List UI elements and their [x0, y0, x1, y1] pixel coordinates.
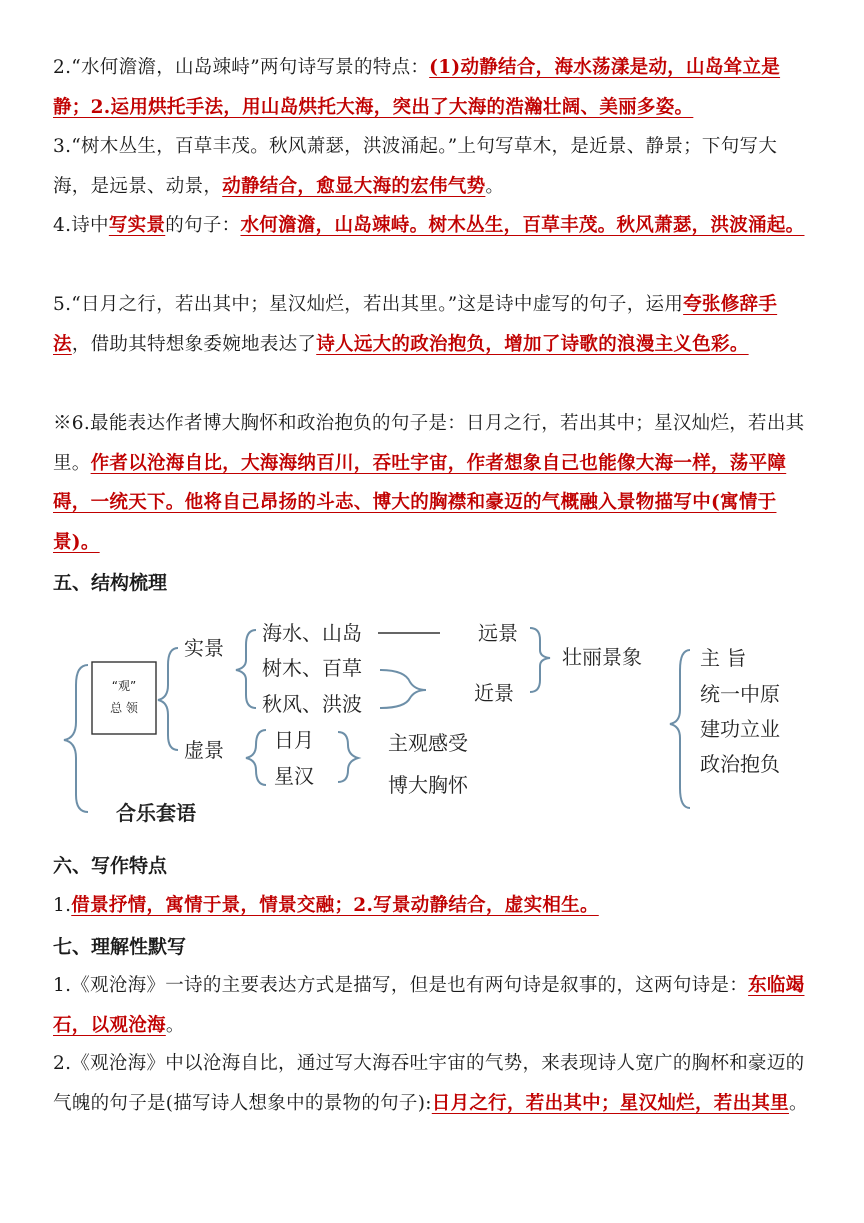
- virtual-join-brace: [338, 732, 358, 782]
- item-5-text-b: ，借助其特想象委婉地表达了: [71, 333, 317, 355]
- section-6-answer: 借景抒情，寓情于景，情景交融；2.写景动静结合，虚实相生。: [71, 895, 599, 916]
- ending-label: 合乐套语: [116, 801, 196, 825]
- section-7-item-1: [53, 966, 813, 1045]
- guan-box: [92, 662, 156, 734]
- theme-brace: [670, 650, 690, 808]
- real-item-2: 树木、百草: [262, 656, 362, 680]
- item-2-text: 2.“水何澹澹，山岛竦峙”两句诗写景的特点：: [53, 57, 430, 78]
- section-7-heading: 七、理解性默写: [53, 936, 187, 958]
- item-3-text: 3.“树木丛生，百草丰茂。秋风萧瑟，洪波涌起。”上句写草木，是近景、静景；下句写大海，是远景、动景，: [53, 136, 778, 197]
- item-4-text-b: 的句子：: [165, 215, 241, 236]
- near-scene-label: 近景: [474, 681, 514, 705]
- item-2-answer: (1)动静结合，海水荡漾是动，山岛耸立是静；2.运用烘托手法，用山岛烘托大海，突出了大海的浩瀚壮阔、美丽多姿。: [53, 57, 781, 118]
- item-5: [53, 285, 813, 364]
- section-6-item: [53, 886, 813, 926]
- item-4-keyword: 写实景: [108, 215, 166, 236]
- theme-item-3: 政治抱负: [700, 752, 780, 776]
- item-4-text: 4.诗中: [53, 215, 109, 236]
- real-item-1: 海水、山岛: [262, 621, 362, 645]
- section-7-item-2-answer: 日月之行，若出其中；星汉灿烂，若出其里: [431, 1092, 789, 1114]
- item-5-answer-b: 诗人远大的政治抱负，增加了诗歌的浪漫主义色彩。: [316, 333, 749, 355]
- virtual-item-1: 日月: [274, 728, 314, 752]
- section-7-item-1-text: 1.《观沧海》一诗的主要表达方式是描写，但是也有两句诗是叙事的，这两句诗是：: [53, 975, 749, 996]
- section-7-item-2-text: 2.《观沧海》中以沧海自比，通过写大海吞吐宇宙的气势，来表现诗人宽广的胸杯和豪迈的气魄的句子是(描写诗人想象中的景物的句子):: [53, 1053, 805, 1114]
- near-join-brace: [380, 670, 426, 708]
- item-6-text: ※6.最能表达作者博大胸怀和政治抱负的句子是：日月之行，若出其中；星汉灿烂，若出其里。: [53, 413, 805, 474]
- section-7-item-1-end: 。: [165, 1014, 185, 1036]
- section-6-heading: 六、写作特点: [53, 855, 168, 877]
- box-bottom-label: 总 领: [110, 701, 138, 715]
- theme-item-1: 统一中原: [700, 682, 780, 706]
- box-brace: [158, 648, 178, 750]
- item-5-text: 5.“日月之行，若出其中；星汉灿烂，若出其里。”这是诗中虚写的句子，运用: [53, 294, 684, 315]
- section-7-item-1-answer: 东临竭石，以观沧海: [53, 975, 805, 1036]
- theme-item-2: 建功立业: [700, 717, 780, 741]
- item-3-answer: 动静结合，愈显大海的宏伟气势: [222, 175, 486, 197]
- theme-title: 主 旨: [700, 646, 747, 670]
- real-item-3: 秋风、洪波: [262, 692, 362, 716]
- virtual-scene-label: 虚景: [184, 738, 224, 762]
- virtual-item-2: 星汉: [274, 764, 314, 788]
- grand-scene-label: 壮丽景象: [562, 645, 642, 669]
- section-6-num: 1.: [53, 895, 72, 916]
- section-5-heading: 五、结构梳理: [53, 572, 168, 594]
- item-5-answer-a: 夸张修辞手法: [53, 294, 778, 355]
- far-scene-label: 远景: [478, 621, 518, 645]
- item-6: [53, 404, 813, 562]
- outer-brace: [64, 665, 88, 812]
- item-2: [53, 48, 813, 127]
- structure-diagram: [60, 610, 820, 840]
- item-4-answer: 水何澹澹，山岛竦峙。树木丛生，百草丰茂。秋风萧瑟，洪波涌起。: [240, 215, 805, 236]
- section-7-item-2-end: 。: [788, 1092, 808, 1114]
- section-7-item-2: [53, 1044, 813, 1123]
- box-top-label: “观”: [111, 679, 137, 693]
- item-6-answer: 作者以沧海自比，大海海纳百川，吞吐宇宙，作者想象自己也能像大海一样，荡平障碍，一统天下。他将自己昂扬的斗志、博大的胸襟和豪迈的气概融入景物描写中(寓情于景)。: [53, 452, 787, 553]
- item-4: [53, 206, 813, 246]
- feeling-1: 主观感受: [388, 731, 468, 755]
- virtual-brace: [246, 730, 266, 785]
- real-scene-label: 实景: [184, 636, 224, 660]
- item-3-end: 。: [485, 175, 505, 197]
- feeling-2: 博大胸怀: [388, 773, 468, 797]
- scene-join-brace: [530, 628, 550, 692]
- real-brace: [236, 630, 256, 708]
- item-3: [53, 127, 813, 206]
